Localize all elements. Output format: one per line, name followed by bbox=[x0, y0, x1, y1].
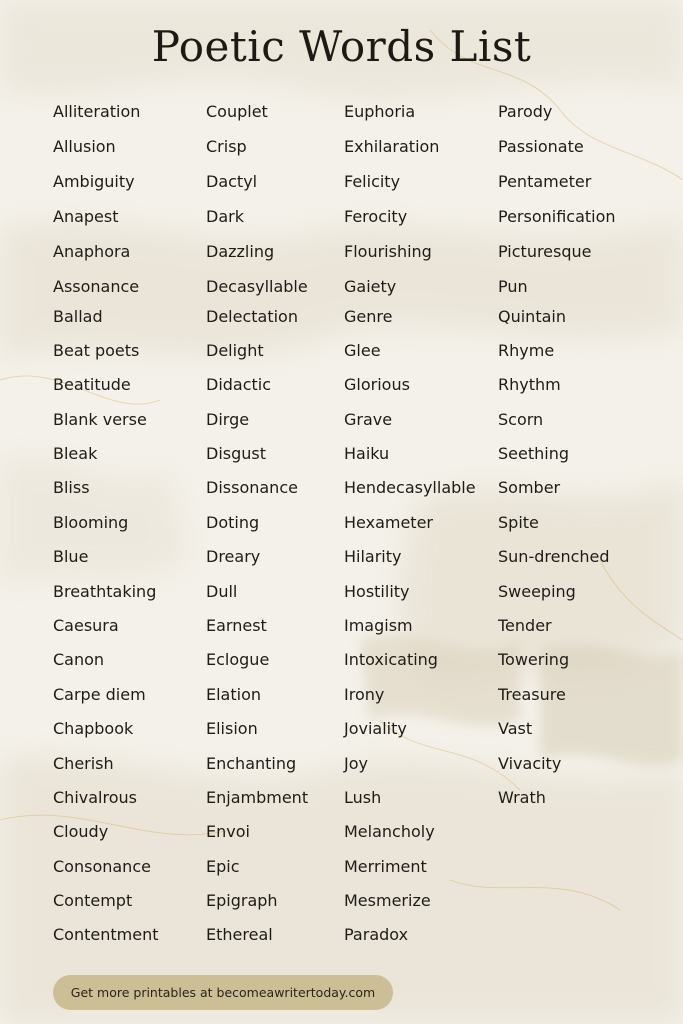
word-item: Assonance bbox=[53, 277, 140, 296]
word-item: Didactic bbox=[206, 375, 272, 394]
word-item: Imagism bbox=[344, 616, 413, 635]
word-item: Flourishing bbox=[344, 242, 432, 261]
word-item: Blank verse bbox=[53, 410, 147, 429]
word-item: Dirge bbox=[206, 410, 250, 429]
word-item: Joviality bbox=[344, 719, 407, 738]
word-item: Contentment bbox=[53, 925, 159, 944]
word-item: Wrath bbox=[498, 788, 546, 807]
word-item: Vast bbox=[498, 719, 533, 738]
word-item: Pun bbox=[498, 277, 528, 296]
word-item: Irony bbox=[344, 685, 385, 704]
word-item: Elation bbox=[206, 685, 262, 704]
word-item: Joy bbox=[344, 754, 368, 773]
word-item: Vivacity bbox=[498, 754, 562, 773]
word-item: Beat poets bbox=[53, 341, 140, 360]
word-item: Glorious bbox=[344, 375, 410, 394]
word-item: Enjambment bbox=[206, 788, 309, 807]
word-item: Hendecasyllable bbox=[344, 478, 476, 497]
word-item: Felicity bbox=[344, 172, 401, 191]
page-title: Poetic Words List bbox=[151, 22, 532, 71]
word-item: Chapbook bbox=[53, 719, 134, 738]
word-item: Delight bbox=[206, 341, 264, 360]
word-item: Breathtaking bbox=[53, 582, 157, 601]
word-item: Sweeping bbox=[498, 582, 576, 601]
word-item: Hilarity bbox=[344, 547, 402, 566]
word-item: Blooming bbox=[53, 513, 129, 532]
word-item: Rhyme bbox=[498, 341, 555, 360]
word-item: Beatitude bbox=[53, 375, 131, 394]
word-item: Somber bbox=[498, 478, 561, 497]
footer-link-text[interactable]: Get more printables at becomeawritertoday.com bbox=[70, 985, 376, 1000]
word-item: Seething bbox=[498, 444, 569, 463]
word-item: Envoi bbox=[206, 822, 250, 841]
word-item: Couplet bbox=[206, 102, 268, 121]
word-item: Bleak bbox=[53, 444, 98, 463]
word-item: Consonance bbox=[53, 857, 151, 876]
word-item: Hexameter bbox=[344, 513, 433, 532]
word-item: Hostility bbox=[344, 582, 410, 601]
word-item: Chivalrous bbox=[53, 788, 137, 807]
word-item: Doting bbox=[206, 513, 260, 532]
word-item: Dazzling bbox=[206, 242, 275, 261]
word-item: Decasyllable bbox=[206, 277, 308, 296]
word-item: Parody bbox=[498, 102, 553, 121]
word-item: Crisp bbox=[206, 137, 247, 156]
word-item: Intoxicating bbox=[344, 650, 438, 669]
word-item: Eclogue bbox=[206, 650, 270, 669]
word-item: Towering bbox=[498, 650, 570, 669]
word-item: Scorn bbox=[498, 410, 544, 429]
word-item: Alliteration bbox=[53, 102, 141, 121]
word-item: Ferocity bbox=[344, 207, 408, 226]
word-item: Glee bbox=[344, 341, 381, 360]
word-item: Quintain bbox=[498, 307, 566, 326]
word-item: Delectation bbox=[206, 307, 298, 326]
word-item: Anaphora bbox=[53, 242, 131, 261]
word-item: Elision bbox=[206, 719, 258, 738]
word-item: Picturesque bbox=[498, 242, 592, 261]
word-item: Earnest bbox=[206, 616, 267, 635]
word-item: Blue bbox=[53, 547, 89, 566]
word-item: Anapest bbox=[53, 207, 119, 226]
word-item: Spite bbox=[498, 513, 539, 532]
word-item: Allusion bbox=[53, 137, 116, 156]
word-item: Epigraph bbox=[206, 891, 278, 910]
word-item: Genre bbox=[344, 307, 393, 326]
word-item: Contempt bbox=[53, 891, 133, 910]
word-item: Grave bbox=[344, 410, 393, 429]
word-item: Lush bbox=[344, 788, 382, 807]
word-item: Canon bbox=[53, 650, 105, 669]
word-item: Pentameter bbox=[498, 172, 592, 191]
word-item: Melancholy bbox=[344, 822, 435, 841]
word-item: Personification bbox=[498, 207, 616, 226]
word-item: Dissonance bbox=[206, 478, 298, 497]
word-item: Treasure bbox=[498, 685, 566, 704]
word-item: Haiku bbox=[344, 444, 390, 463]
word-item: Mesmerize bbox=[344, 891, 431, 910]
word-item: Merriment bbox=[344, 857, 427, 876]
word-item: Cherish bbox=[53, 754, 114, 773]
word-item: Ballad bbox=[53, 307, 103, 326]
word-item: Dreary bbox=[206, 547, 261, 566]
word-item: Exhilaration bbox=[344, 137, 440, 156]
word-item: Passionate bbox=[498, 137, 584, 156]
word-item: Rhythm bbox=[498, 375, 561, 394]
footer-pill[interactable] bbox=[53, 975, 393, 1010]
word-item: Euphoria bbox=[344, 102, 416, 121]
word-item: Cloudy bbox=[53, 822, 109, 841]
word-item: Sun-drenched bbox=[498, 547, 610, 566]
word-item: Tender bbox=[498, 616, 552, 635]
word-item: Carpe diem bbox=[53, 685, 146, 704]
word-item: Caesura bbox=[53, 616, 119, 635]
word-item: Ambiguity bbox=[53, 172, 135, 191]
word-item: Ethereal bbox=[206, 925, 273, 944]
word-item: Enchanting bbox=[206, 754, 297, 773]
word-item: Epic bbox=[206, 857, 240, 876]
word-item: Dull bbox=[206, 582, 238, 601]
word-item: Gaiety bbox=[344, 277, 397, 296]
word-item: Paradox bbox=[344, 925, 409, 944]
word-item: Bliss bbox=[53, 478, 90, 497]
word-item: Dark bbox=[206, 207, 244, 226]
word-item: Dactyl bbox=[206, 172, 258, 191]
word-item: Disgust bbox=[206, 444, 267, 463]
